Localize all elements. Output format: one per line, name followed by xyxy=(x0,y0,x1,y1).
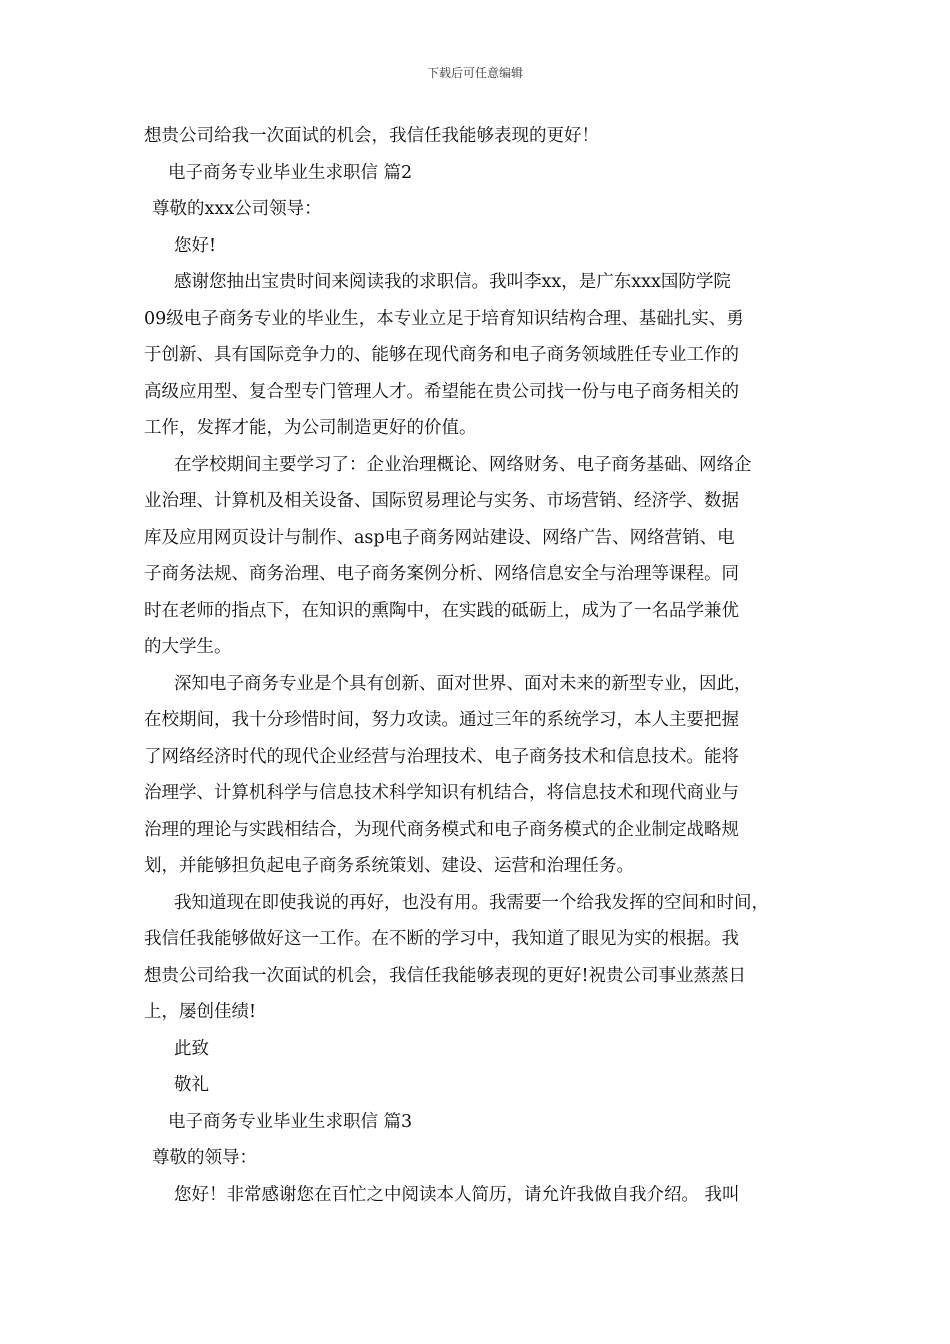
text-line: 感谢您抽出宝贵时间来阅读我的求职信。我叫李xx，是广东xxx国防学院 xyxy=(174,272,731,292)
text-line: 电子商务专业毕业生求职信 篇3 xyxy=(168,1111,413,1132)
text-line: 此致 xyxy=(174,1038,209,1059)
text-line: 了网络经济时代的现代企业经营与治理技术、电子商务技术和信息技术。能将 xyxy=(144,746,739,767)
text-line: 在校期间，我十分珍惜时间，努力攻读。通过三年的系统学习，本人主要把握 xyxy=(144,710,739,730)
text-line: 尊敬的xxx公司领导： xyxy=(152,199,322,219)
header-note: 下载后可任意编辑 xyxy=(426,66,523,80)
text-line: 子商务法规、商务治理、电子商务案例分析、网络信息安全与治理等课程。同 xyxy=(144,564,739,584)
text-line: 库及应用网页设计与制作、asp电子商务网站建设、网络广告、网络营销、电 xyxy=(144,527,735,548)
text-line: 我信任我能够做好这一工作。在不断的学习中，我知道了眼见为实的根据。我 xyxy=(144,929,739,949)
text-line: 09级电子商务专业的毕业生，本专业立足于培育知识结构合理、基础扎实、勇 xyxy=(144,308,744,329)
text-line: 您好！非常感谢您在百忙之中阅读本人简历，请允许我做自我介绍。 我叫 xyxy=(174,1184,740,1205)
text-line: 治理学、计算机科学与信息技术科学知识有机结合，将信息技术和现代商业与 xyxy=(144,783,739,803)
text-line: 想贵公司给我一次面试的机会，我信任我能够表现的更好!祝贵公司事业蒸蒸日 xyxy=(144,965,747,986)
text-line: 治理的理论与实践相结合，为现代商务模式和电子商务模式的企业制定战略规 xyxy=(144,819,739,840)
text-line: 于创新、具有国际竞争力的、能够在现代商务和电子商务领域胜任专业工作的 xyxy=(144,345,739,365)
text-line: 想贵公司给我一次面试的机会，我信任我能够表现的更好！ xyxy=(144,126,599,146)
text-line: 深知电子商务专业是个具有创新、面对世界、面对未来的新型专业，因此， xyxy=(174,673,752,694)
text-line: 敬礼 xyxy=(174,1075,209,1095)
text-line: 我知道现在即使我说的再好，也没有用。我需要一个给我发挥的空间和时间， xyxy=(174,892,769,913)
text-line: 划，并能够担负起电子商务系统策划、建设、运营和治理任务。 xyxy=(144,856,634,876)
document-body xyxy=(144,118,820,1213)
text-line: 业治理、计算机及相关设备、国际贸易理论与实务、市场营销、经济学、数据 xyxy=(144,491,739,511)
text-line: 时在老师的指点下，在知识的熏陶中，在实践的砥砺上，成为了一名品学兼优 xyxy=(144,600,739,621)
text-line: 高级应用型、复合型专门管理人才。希望能在贵公司找一份与电子商务相关的 xyxy=(144,381,739,402)
text-line: 尊敬的领导： xyxy=(152,1148,257,1168)
text-line: 电子商务专业毕业生求职信 篇2 xyxy=(168,162,413,183)
text-line: 上，屡创佳绩! xyxy=(144,1002,257,1022)
text-line: 您好! xyxy=(174,235,217,256)
text-line: 在学校期间主要学习了：企业治理概论、网络财务、电子商务基础、网络企 xyxy=(174,454,752,475)
text-line: 的大学生。 xyxy=(144,637,232,657)
text-line: 工作，发挥才能，为公司制造更好的价值。 xyxy=(144,418,477,438)
